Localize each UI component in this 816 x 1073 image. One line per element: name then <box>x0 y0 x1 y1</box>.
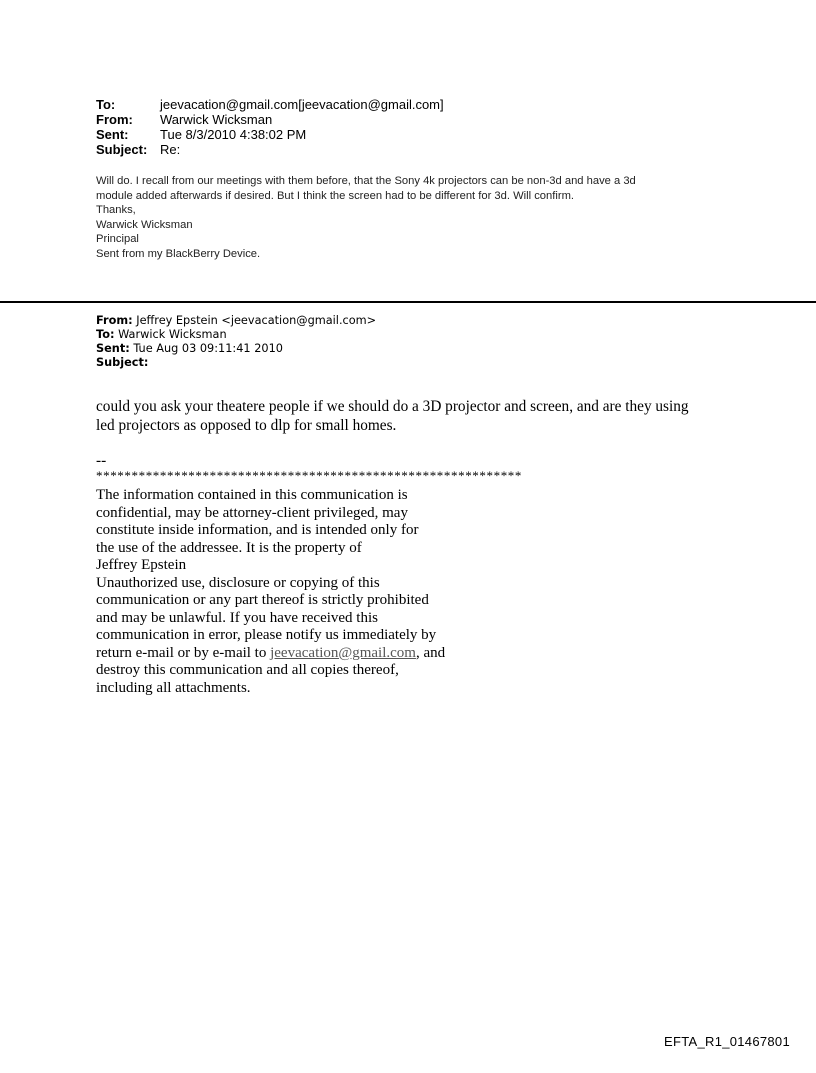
disclaimer-link-prefix: return e-mail or by e-mail to <box>96 644 271 661</box>
reply-sent-row <box>96 127 444 142</box>
subject-label: Subject <box>96 356 144 369</box>
reply-body-line: module added afterwards if desired. But I think the screen had to be different for 3d. Will confirm. <box>96 189 574 202</box>
separator-line <box>0 301 816 303</box>
disclaimer-line: constitute inside information, and is intended only for <box>96 522 419 538</box>
from-value: Jeffrey Epstein <jeevacation@gmail.com> <box>132 314 377 327</box>
subject-value: Re: <box>160 142 181 157</box>
disclaimer-line: destroy this communication and all copies thereof, <box>96 662 399 678</box>
reply-header <box>96 97 444 157</box>
disclaimer-line: communication or any part thereof is strictly prohibited <box>96 592 429 608</box>
disclaimer-link-suffix: , and <box>415 644 446 661</box>
to-label: To: <box>96 97 116 112</box>
reply-body-line: Will do. I recall from our meetings with them before, that the Sony 4k projectors can be non-3d and have a 3d <box>96 175 636 187</box>
original-body <box>96 397 689 435</box>
disclaimer-line: The information contained in this communication is <box>96 487 408 503</box>
document-id: EFTA_R1_01467801 <box>664 1034 790 1049</box>
from-value: Warwick Wicksman <box>160 112 273 127</box>
reply-to-row <box>96 97 444 112</box>
reply-from-row <box>96 112 444 127</box>
reply-body-line: Thanks, <box>96 204 136 216</box>
to-value: Warwick Wicksman <box>114 328 227 341</box>
original-from-row: From: Jeffrey Epstein <jeevacation@gmail.com> <box>96 314 377 327</box>
original-sent-row: Sent: Tue Aug 03 09:11:41 2010 <box>96 342 283 355</box>
disclaimer-line: Unauthorized use, disclosure or copying of this <box>96 574 380 591</box>
reply-body <box>96 174 636 261</box>
original-body-line: led projectors as opposed to dlp for small homes. <box>96 417 397 434</box>
sent-value: Tue Aug 03 09:11:41 2010 <box>129 342 283 355</box>
sig-dashes: -- <box>96 452 107 469</box>
original-subject-row: Subject: <box>96 356 149 369</box>
reply-body-line: Principal <box>96 233 139 245</box>
original-header <box>96 314 376 370</box>
star-divider: ************************************************************ <box>96 468 522 483</box>
original-body-line: could you ask your theatere people if we should do a 3D projector and screen, and are they using <box>96 398 689 415</box>
reply-body-line: Sent from my BlackBerry Device. <box>96 247 261 260</box>
from-label: From <box>96 314 129 327</box>
reply-subject-row <box>96 142 444 157</box>
to-label: To <box>96 328 110 341</box>
reply-body-line: Warwick Wicksman <box>96 218 193 231</box>
sent-label: Sent: <box>96 127 129 142</box>
sent-value: Tue 8/3/2010 4:38:02 PM <box>160 127 307 142</box>
subject-label: Subject: <box>96 142 148 157</box>
disclaimer-link-line <box>96 645 522 663</box>
disclaimer <box>96 468 522 697</box>
disclaimer-line: the use of the addressee. It is the property of <box>96 539 362 556</box>
email-link[interactable]: jeevacation@gmail.com <box>270 644 416 661</box>
from-label: From: <box>96 112 133 127</box>
disclaimer-line: Jeffrey Epstein <box>96 557 187 573</box>
disclaimer-line: confidential, may be attorney-client privileged, may <box>96 504 408 521</box>
to-value: jeevacation@gmail.com[jeevacation@gmail.com] <box>160 97 444 112</box>
disclaimer-line: including all attachments. <box>96 679 251 696</box>
disclaimer-line: and may be unlawful. If you have received this <box>96 609 378 626</box>
sent-label: Sent <box>96 342 126 355</box>
disclaimer-line: communication in error, please notify us immediately by <box>96 627 437 643</box>
original-to-row: To: Warwick Wicksman <box>96 328 227 341</box>
